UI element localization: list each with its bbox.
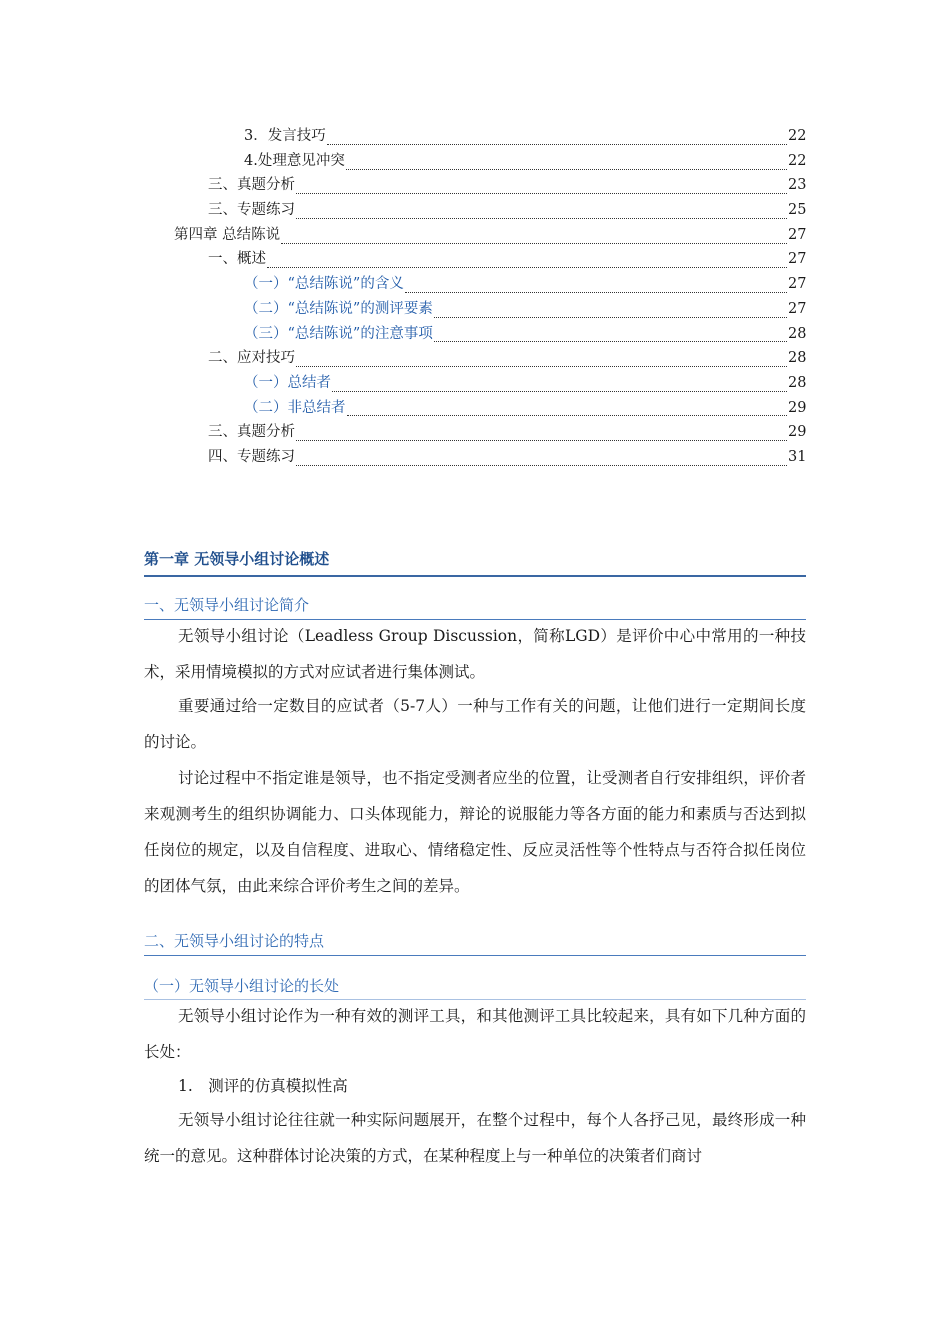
toc-entry-label: 三、专题练习: [208, 202, 295, 219]
toc-entry[interactable]: [0, 272, 806, 297]
subsection-title-advantages: （一）无领导小组讨论的长处: [144, 975, 806, 1000]
toc-leader-dots: [434, 329, 787, 342]
toc-leader-dots: [327, 132, 787, 145]
toc-leader-dots: [434, 305, 787, 318]
toc-entry[interactable]: [0, 396, 806, 421]
toc-entry[interactable]: [0, 149, 806, 174]
list-item-simulation: 1. 测评的仿真模拟性高: [178, 1077, 348, 1095]
toc-entry-page: 27: [788, 226, 807, 243]
toc-entry-page: 29: [788, 399, 807, 416]
toc-entry[interactable]: [0, 420, 806, 445]
toc-entry-page: 22: [788, 128, 807, 144]
toc-entry-page: 29: [788, 424, 807, 441]
toc-entry-label: （二）“总结陈说”的测评要素: [244, 300, 433, 317]
toc-entry-label: 4.处理意见冲突: [244, 152, 345, 169]
toc-leader-dots: [332, 379, 787, 392]
toc-entry[interactable]: [0, 445, 806, 470]
toc-entry-label: 一、概述: [208, 251, 266, 268]
toc-leader-dots: [296, 453, 787, 466]
toc-entry-label: 第四章 总结陈说: [174, 226, 281, 243]
toc-entry-label: 三、真题分析: [208, 424, 295, 441]
toc-leader-dots: [347, 403, 788, 416]
toc-entry-page: 27: [788, 300, 807, 317]
toc-entry-page: 25: [788, 202, 807, 219]
toc-entry-page: 27: [788, 251, 807, 268]
toc-entry-page: 28: [788, 350, 807, 367]
toc-entry[interactable]: [0, 198, 806, 223]
toc-entry[interactable]: [0, 124, 806, 149]
toc-leader-dots: [281, 231, 787, 244]
paragraph-advantages: 无领导小组讨论作为一种有效的测评工具，和其他测评工具比较起来，具有如下几种方面的长处：: [144, 1007, 806, 1061]
toc-entry-page: 28: [788, 325, 807, 342]
toc-leader-dots: [296, 354, 787, 367]
toc-entry[interactable]: [0, 371, 806, 396]
chapter-title: 第一章 无领导小组讨论概述: [144, 548, 806, 577]
toc-entry-label: 三、真题分析: [208, 177, 295, 194]
toc-entry-page: 31: [788, 448, 807, 465]
toc-entry[interactable]: [0, 247, 806, 272]
toc-entry-label: （二）非总结者: [244, 399, 346, 416]
toc-leader-dots: [405, 280, 787, 293]
paragraph-intro-2: 重要通过给一定数目的应试者（5-7人）一种与工作有关的问题，让他们进行一定期间长度的讨论。: [144, 697, 806, 751]
toc-entry-label: 3．发言技巧: [244, 128, 326, 144]
paragraph-intro-3: 讨论过程中不指定谁是领导，也不指定受测者应坐的位置，让受测者自行安排组织，评价者来观测考生的组织协调能力、口头体现能力，辩论的说服能力等各方面的能力和素质与否达到拟任岗位的规定，以及自信程度、进取心、情绪稳定性、反应灵活性等个性特点与否符合拟任岗位的团体气氛，由此来综合评价考生之间的差异。: [144, 769, 806, 895]
toc-entry-label: 四、专题练习: [208, 448, 295, 465]
toc-entry-page: 22: [788, 152, 807, 169]
toc-entry-label: （三）“总结陈说”的注意事项: [244, 325, 433, 342]
toc-entry[interactable]: [0, 346, 806, 371]
toc-entry-page: 28: [788, 374, 807, 391]
toc-entry[interactable]: [0, 297, 806, 322]
paragraph-simulation: 无领导小组讨论往往就一种实际问题展开，在整个过程中，每个人各抒己见，最终形成一种统一的意见。这种群体讨论决策的方式，在某种程度上与一种单位的决策者们商讨: [144, 1111, 806, 1165]
toc-entry-page: 23: [788, 177, 807, 194]
toc-entry-page: 27: [788, 276, 807, 293]
toc-entry[interactable]: [0, 322, 806, 347]
toc-entry-label: （一）总结者: [244, 374, 331, 391]
paragraph-intro-1: 无领导小组讨论（Leadless Group Discussion，简称LGD）是评价中心中常用的一种技术，采用情境模拟的方式对应试者进行集体测试。: [144, 627, 806, 681]
toc-leader-dots: [296, 181, 787, 194]
section-title-features: 二、无领导小组讨论的特点: [144, 930, 806, 956]
section-title-intro: 一、无领导小组讨论简介: [144, 594, 806, 620]
toc-leader-dots: [296, 206, 787, 219]
toc-entry[interactable]: [0, 223, 806, 248]
table-of-contents: [0, 124, 950, 470]
toc-leader-dots: [267, 255, 787, 268]
toc-entry[interactable]: [0, 173, 806, 198]
toc-leader-dots: [296, 428, 787, 441]
toc-entry-label: （一）“总结陈说”的含义: [244, 276, 404, 293]
toc-entry-label: 二、应对技巧: [208, 350, 295, 367]
toc-leader-dots: [346, 157, 787, 170]
